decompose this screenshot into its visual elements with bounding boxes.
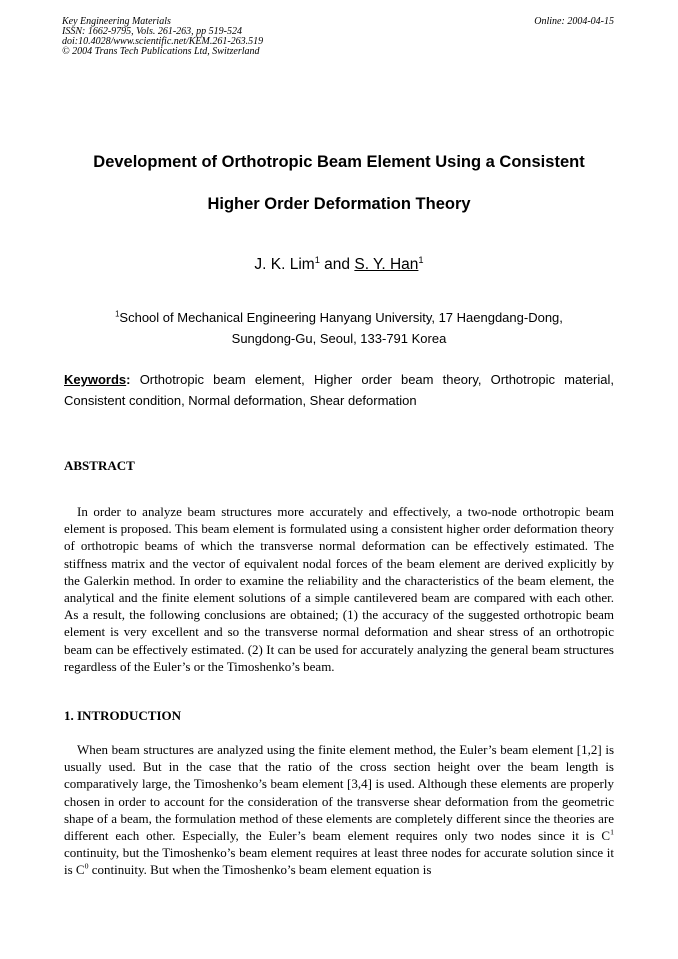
abstract-text: In order to analyze beam structures more accurately and effectively, a two-node orthotropic beam element is proposed. This beam element is formulated using a consistent higher order deformation theory of orthotropic beams of which the transverse normal deformation can be effectively estimated. The stiffness matrix and the vector of equivalent nodal forces of the beam element are derived explicitly by the Galerkin method. In order to examine the reliability and the characteristics of the beam element, the analytical and the finite element solutions of a simple cantilevered beam are compared with each other. As a result, the following conclusions are obtained; (1) the accuracy of the suggested orthotropic beam element is very excellent and so the transverse normal deformation and shear stress of an orthotropic beam can be effectively estimated. (2) It can be used for accurately analyzing the general beam structures regardless of the Euler’s or the Timoshenko’s beam.	[64, 504, 614, 674]
introduction-sup-1: 1	[610, 827, 614, 837]
journal-doi: doi:10.4028/www.scientific.net/KEM.261-263.519	[62, 36, 264, 47]
paper-title-line2: Higher Order Deformation Theory	[207, 195, 471, 213]
author-1: J. K. Lim	[254, 256, 315, 273]
author-2-affiliation-mark: 1	[418, 254, 424, 265]
journal-copyright: © 2004 Trans Tech Publications Ltd, Switzerland	[62, 46, 260, 57]
introduction-text-1: When beam structures are analyzed using the finite element method, the Euler’s beam element [1,2] is usually used. But in the case that the ratio of the cross section height over the beam length is comparatively large, the Timoshenko’s beam element [3,4] is used. Although these elements are properly chosen in order to account for the consideration of the transverse shear deformation from the geometric shape of a beam, the formulation method of these elements are completely different since the theories are different each other. Especially, the Euler’s beam element requires only two nodes since it is C	[64, 742, 614, 844]
abstract-body	[64, 503, 614, 675]
online-date: Online: 2004-04-15	[534, 16, 614, 27]
authors-and: and	[324, 256, 351, 273]
affiliation-mark: 1	[115, 309, 120, 319]
introduction-heading: 1. INTRODUCTION	[64, 708, 182, 723]
author-2-corresponding: S. Y. Han	[354, 256, 419, 273]
introduction-body	[64, 741, 614, 879]
affiliation-line1: School of Mechanical Engineering Hanyang University, 17 Haengdang-Dong,	[119, 310, 563, 325]
introduction-sup-2: 0	[84, 862, 89, 872]
affiliation	[40, 307, 638, 349]
paper-title-line1: Development of Orthotropic Beam Element Using a Consistent	[93, 153, 585, 171]
authors	[40, 256, 638, 274]
keywords-text: Orthotropic beam element, Higher order beam theory, Orthotropic material, Consistent condition, Normal deformation, Shear deformation	[64, 372, 614, 408]
journal-issn: ISSN: 1662-9795, Vols. 261-263, pp 519-524	[62, 26, 242, 37]
keywords	[64, 369, 614, 411]
keywords-colon: :	[126, 372, 131, 387]
affiliation-line2: Sungdong-Gu, Seoul, 133-791 Korea	[231, 331, 447, 346]
author-1-affiliation-mark: 1	[314, 254, 320, 265]
journal-name: Key Engineering Materials	[62, 16, 171, 27]
introduction-text-3: continuity. But when the Timoshenko’s beam element equation is	[88, 862, 432, 878]
introduction-text-2: continuity, but the Timoshenko’s beam element requires at least three nodes for accurate solution since it is C	[64, 845, 614, 878]
keywords-label: Keywords	[64, 372, 127, 387]
journal-header	[62, 17, 614, 57]
abstract-heading: ABSTRACT	[64, 458, 135, 473]
